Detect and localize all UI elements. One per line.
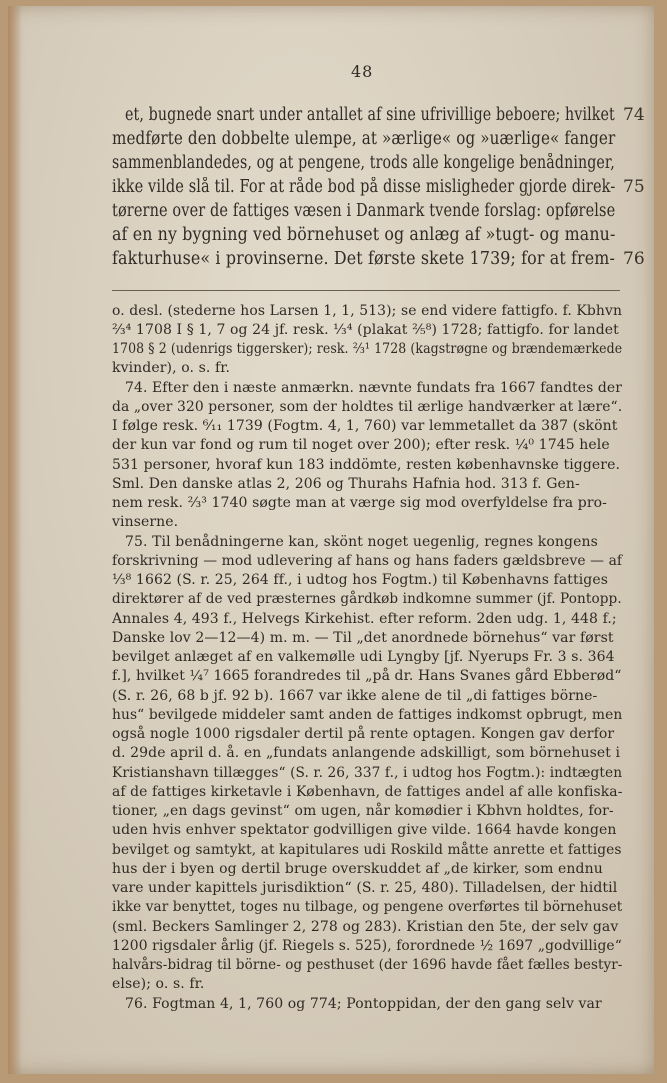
main-text-line: tørerne over de fattiges væsen i Danmark tvende forslag: opførelse xyxy=(112,201,616,221)
main-text-line: et, bugnede snart under antallet af sine ufrivillige beboere; hvilket xyxy=(125,105,615,125)
footnote-line: Kristianshavn tillægges“ (S. r. 26, 337 f., i udtog hos Fogtm.): indtægten xyxy=(112,765,623,781)
footnote-line: f.], hvilket ¼⁷ 1665 forandredes til „på dr. Hans Svanes gård Ebberød“ xyxy=(112,668,622,684)
footnote-line: nem resk. ⅔³ 1740 søgte man at værge sig mod overfyldelse fra pro- xyxy=(112,495,607,511)
footnote-line: bevilget anlæget af en valkemølle udi Lyngby [jf. Nyerups Fr. 3 s. 364 xyxy=(112,649,615,665)
footnote-line: hus der i byen og dertil bruge overskuddet af „de kirker, som endnu xyxy=(112,861,603,877)
footnote-line: 76. Fogtman 4, 1, 760 og 774; Pontoppidan, der den gang selv var xyxy=(125,996,602,1012)
footnote-line: o. desl. (stederne hos Larsen 1, 1, 513); se end videre fattigfo. f. Kbhvn xyxy=(112,303,623,319)
main-text-line: sammenblandedes, og at pengene, trods alle kongelige benådninger, xyxy=(112,153,615,173)
footnote-divider xyxy=(112,290,620,291)
main-text-line: medførte den dobbelte ulempe, at »ærlige« og »uærlige« fanger xyxy=(112,129,616,149)
footnote-line: uden hvis enhver spektator godvilligen give vilde. 1664 havde kongen xyxy=(112,822,617,838)
footnote-line: 531 personer, hvoraf kun 183 inddömte, resten københavnske tiggere. xyxy=(112,457,621,473)
main-text-line: ikke vilde slå til. For at råde bod på disse misligheder gjorde direk- xyxy=(112,177,616,197)
margin-note-number: 76 xyxy=(623,249,645,269)
footnote-line: tioner, „en dags gevinst“ om ugen, når komødier i Kbhvn holdtes, for- xyxy=(112,803,614,819)
footnote-line: ⅓⁸ 1662 (S. r. 25, 264 ff., i udtog hos Fogtm.) til Københavns fattiges xyxy=(112,572,609,588)
footnote-line: da „over 320 personer, som der holdtes til ærlige handværker at lære“. xyxy=(112,399,623,415)
footnote-line: forskrivning — mod udlevering af hans og hans faders gældsbreve — af xyxy=(112,553,623,569)
footnote-line: (sml. Beckers Samlinger 2, 278 og 283). Kristian den 5te, der selv gav xyxy=(112,919,619,935)
footnote-line: af de fattiges kirketavle i København, de fattiges andel af alle konfiska- xyxy=(112,784,623,800)
page-number: 48 xyxy=(351,62,374,81)
footnote-line: I følge resk. ⁶⁄₁₁ 1739 (Fogtm. 4, 1, 760) var lemmetallet da 387 (skönt xyxy=(112,418,618,434)
footnote-line: også nogle 1000 rigsdaler dertil på rente optagen. Kongen gav derfor xyxy=(112,726,615,742)
footnote-line: vinserne. xyxy=(112,514,179,530)
footnote-line: 74. Efter den i næste anmærkn. nævnte fundats fra 1667 fandtes der xyxy=(125,380,623,396)
footnote-line: 1708 § 2 (udenrigs tiggersker); resk. ⅔¹ 1728 (kagstrøgne og brændemærkede xyxy=(112,341,623,357)
footnote-line: Annales 4, 493 f., Helvegs Kirkehist. efter reform. 2den udg. 1, 448 f.; xyxy=(112,611,617,627)
main-text-line: fakturhuse« i provinserne. Det første skete 1739; for at frem- xyxy=(112,249,615,269)
footnote-line: d. 29de april d. å. en „fundats anlangende adskilligt, som börnehuset i xyxy=(112,745,621,761)
footnote-line: vare under kapittels jurisdiktion“ (S. r. 25, 480). Tilladelsen, der hidtil xyxy=(112,880,618,896)
main-text-line: af en ny bygning ved börnehuset og anlæg af »tugt- og manu- xyxy=(112,225,616,245)
footnote-line: (S. r. 26, 68 b jf. 92 b). 1667 var ikke alene de til „di fattiges börne- xyxy=(112,688,598,704)
footnote-line: 1200 rigsdaler årlig (jf. Riegels s. 525), forordnede ½ 1697 „godvillige“ xyxy=(112,938,622,954)
footnote-line: kvinder), o. s. fr. xyxy=(112,360,231,376)
footnote-line: Danske lov 2—12—4) m. m. — Til „det anordnede börnehus“ var først xyxy=(112,630,614,646)
footnote-line: hus“ bevilgede middeler samt anden de fattiges indkomst opbrugt, men xyxy=(112,707,623,723)
footnote-line: else); o. s. fr. xyxy=(112,976,205,992)
footnote-line: direktører af de ved præsternes gårdkøb indkomne summer (jf. Pontopp. xyxy=(112,591,622,607)
margin-note-number: 75 xyxy=(623,177,645,197)
footnote-line: ikke var benyttet, toges nu tilbage, og pengene overførtes til börnehuset xyxy=(112,899,623,915)
margin-note-number: 74 xyxy=(623,105,645,125)
footnote-line: 75. Til benådningerne kan, skönt noget uegenlig, regnes kongens xyxy=(125,534,598,550)
book-page xyxy=(8,6,654,1074)
footnote-line: bevilget og samtykt, at kapitulares udi Roskild måtte anrette et fattiges xyxy=(112,842,622,858)
footnote-line: ⅔⁴ 1708 I § 1, 7 og 24 jf. resk. ⅓⁴ (plakat ⅖⁸) 1728; fattigfo. for landet xyxy=(112,322,619,338)
footnote-line: Sml. Den danske atlas 2, 206 og Thurahs Hafnia hod. 313 f. Gen- xyxy=(112,476,580,492)
footnote-line: halvårs-bidrag til börne- og pesthuset (der 1696 havde fået fælles bestyr- xyxy=(112,957,623,973)
footnote-line: der kun var fond og rum til noget over 200); efter resk. ¼⁰ 1745 hele xyxy=(112,437,610,453)
